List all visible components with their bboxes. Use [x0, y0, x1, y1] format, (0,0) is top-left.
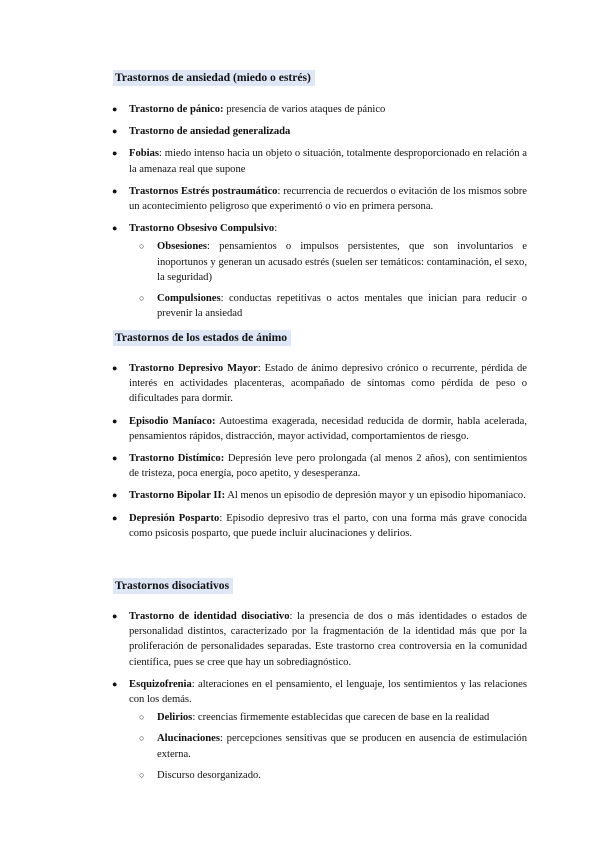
circle-bullet-icon: ○ [139, 293, 145, 304]
item-term: Delirios [157, 712, 193, 724]
bullet-icon: ● [112, 512, 118, 523]
item-text: : percepciones sensitivas que se producen en ausencia de estimulación externa. [157, 733, 527, 760]
item-text: : Estado de ánimo depresivo crónico o recurrente, pérdida de interés en actividades placenteras, acompañado de síntomas como pérdida de peso o dificultades para dormir. [129, 363, 527, 405]
item-text: Depresión leve pero prolongada (al menos 2 años), con sentimientos de tristeza, poca energía, poco apetito, y desesperanza. [129, 453, 527, 480]
list-item [0, 414, 600, 444]
item-term: Compulsiones [157, 293, 221, 305]
bullet-icon: ● [112, 415, 118, 426]
circle-bullet-icon: ○ [139, 241, 145, 252]
dissociative-list [0, 609, 600, 790]
list-item [0, 677, 600, 783]
bullet-icon: ● [112, 104, 118, 114]
sub-list [129, 710, 527, 783]
item-term: Trastorno de pánico: [129, 104, 224, 115]
list-item [0, 124, 600, 139]
list-item [0, 609, 600, 670]
item-text: : creencias firmemente establecidas que carecen de base en la realidad [192, 712, 490, 724]
item-text: Al menos un episodio de depresión mayor y un episodio hipomaníaco. [225, 490, 526, 502]
bullet-icon: ● [112, 611, 118, 621]
item-term: Trastorno Depresivo Mayor [129, 363, 258, 374]
item-term: Trastornos Estrés postraumático [129, 185, 278, 197]
bullet-icon: ● [112, 363, 118, 373]
mood-list [0, 361, 600, 548]
circle-bullet-icon: ○ [139, 769, 145, 780]
section-heading-anxiety: Trastornos de ansiedad (miedo o estrés) [113, 70, 315, 86]
item-term: Esquizofrenia [129, 678, 192, 690]
sub-list-item [129, 768, 527, 783]
item-term: Trastorno de ansiedad generalizada [129, 126, 291, 138]
item-text: : [274, 223, 278, 235]
bullet-icon: ● [112, 453, 118, 464]
item-text: : recurrencia de recuerdos o evitación de los mismos sobre un acontecimiento peligroso que experimentó o vio en primera persona. [129, 185, 527, 213]
sub-list [129, 239, 527, 321]
item-text: : la presencia de dos o más identidades o estados de personalidad distintos, caracterizado por la fragmentación de la identidad más que por la proliferación de personalidades separadas. Este trastorno crea controversia en la comunidad científica, pues se cree que hay un sobrediagnóstico. [129, 611, 528, 668]
bullet-icon: ● [112, 185, 118, 196]
sub-list-item [129, 731, 527, 761]
list-item [0, 102, 600, 117]
list-item [0, 451, 600, 481]
item-text: Discurso desorganizado. [157, 769, 261, 781]
list-item [0, 488, 600, 503]
section-heading-dissociative: Trastornos disociativos [113, 578, 233, 594]
item-term: Alucinaciones [157, 733, 220, 745]
sub-list-item [129, 710, 527, 725]
item-text: Autoestima exagerada, necesidad reducida de dormir, habla acelerada, pensamientos rápidos, distracción, mayor actividad, comportamientos de riesgo. [129, 415, 527, 442]
item-text: : pensamientos o impulsos persistentes, que son involuntarios e inoportunos y generan un acusado estrés (suelen ser temáticos: contaminación, el sexo, la seguridad) [157, 241, 527, 283]
list-item [0, 146, 600, 176]
list-item [0, 511, 600, 541]
bullet-icon: ● [112, 678, 118, 689]
list-item [0, 361, 600, 407]
bullet-icon: ● [112, 223, 118, 234]
sub-list-item [129, 291, 527, 321]
item-term: Obsesiones [157, 241, 208, 253]
circle-bullet-icon: ○ [139, 712, 145, 723]
item-term: Trastorno Obsesivo Compulsivo [129, 223, 275, 235]
sub-list-item [129, 239, 527, 285]
item-text: : Episodio depresivo tras el parto, con una forma más grave conocida como psicosis posparto, que puede incluir alucinaciones y delirios. [129, 512, 528, 539]
item-text: : conductas repetitivas o actos mentales que inician para reducir o prevenir la ansiedad [157, 293, 527, 320]
item-term: Depresión Posparto [129, 512, 220, 524]
item-term: Fobias [129, 148, 160, 160]
item-text: : alteraciones en el pensamiento, el lenguaje, los sentimientos y las relaciones con los demás. [129, 678, 527, 706]
list-item [0, 184, 600, 214]
item-text: presencia de varios ataques de pánico [223, 104, 386, 115]
bullet-icon: ● [112, 126, 118, 137]
item-term: Trastorno Distímico: [129, 453, 225, 465]
anxiety-list [0, 102, 600, 328]
bullet-icon: ● [112, 148, 118, 159]
item-term: Trastorno Bipolar II: [129, 490, 226, 502]
list-item [0, 221, 600, 321]
item-term: Episodio Maníaco: [129, 415, 216, 427]
circle-bullet-icon: ○ [139, 733, 145, 744]
bullet-icon: ● [112, 490, 118, 501]
section-heading-mood: Trastornos de los estados de ánimo [113, 330, 291, 346]
item-text: : miedo intenso hacia un objeto o situación, totalmente desproporcionado en relación a la amenaza real que supone [129, 148, 527, 175]
item-term: Trastorno de identidad disociativo [129, 611, 290, 622]
